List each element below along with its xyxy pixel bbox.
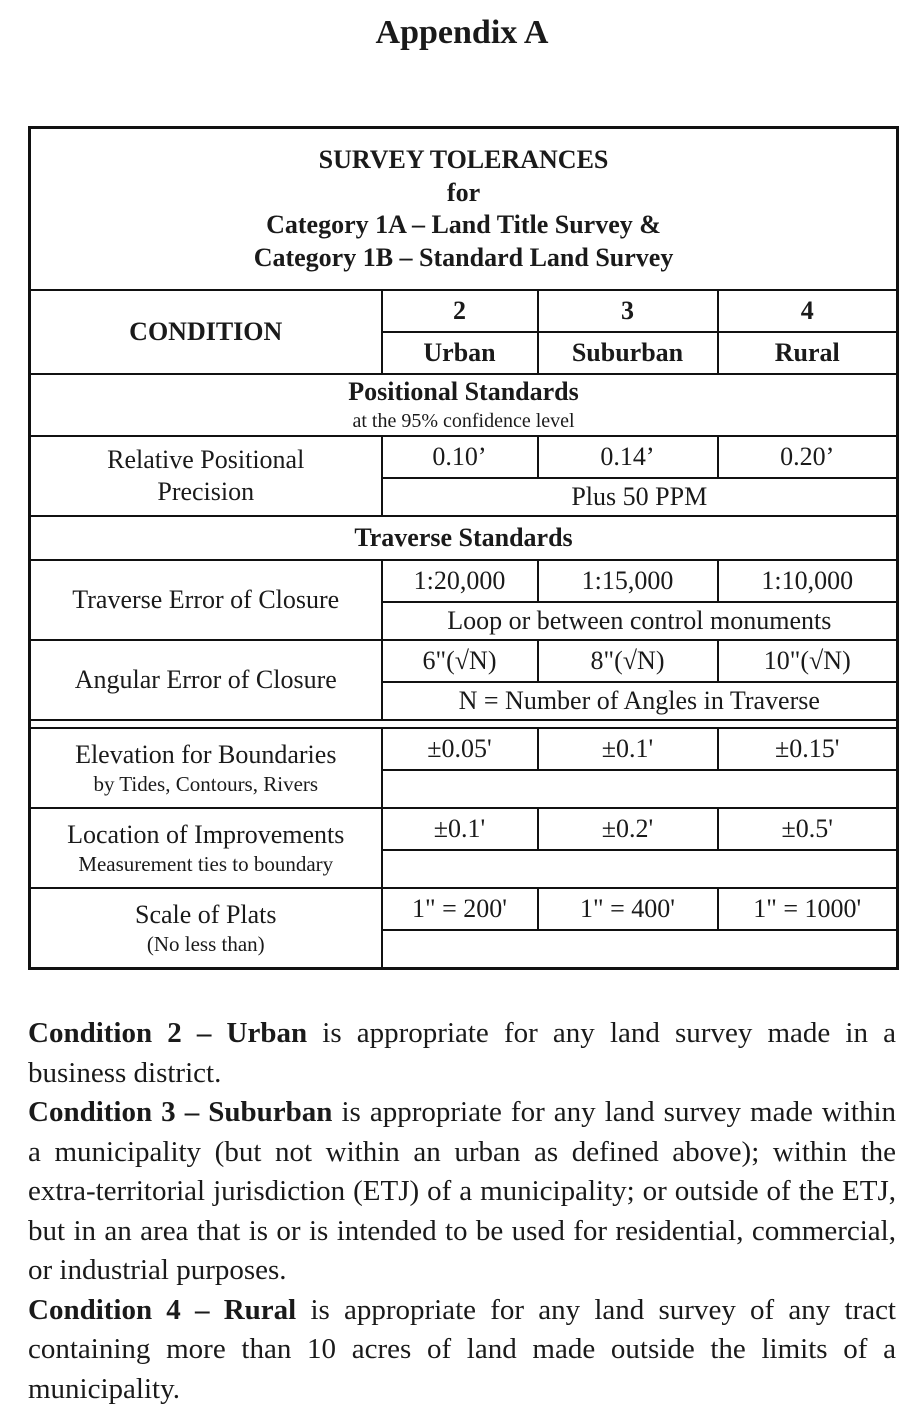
condition-4-paragraph (28, 1291, 896, 1410)
angular-closure-note: N = Number of Angles in Traverse (382, 682, 898, 720)
section-divider (30, 720, 898, 728)
condition-2-text: is appropriate for any land survey made in a business district. (28, 1017, 897, 1089)
condition-4-text: is appropriate for any land survey of any tract containing more than 10 acres of land made outside the limits of a municipality. (28, 1293, 896, 1405)
positional-standards-section (30, 374, 898, 436)
improvements-label-main: Location of Improvements (67, 819, 345, 849)
improvements-label-sub: Measurement ties to boundary (78, 852, 334, 877)
plats-rural: 1" = 1000' (718, 888, 898, 930)
elevation-urban: ±0.05' (382, 728, 538, 770)
title-line-4: Category 1B – Standard Land Survey (253, 242, 674, 272)
rpp-value-rural: 0.20’ (718, 436, 898, 478)
column-name-urban: Urban (382, 332, 538, 374)
plats-label-main: Scale of Plats (134, 899, 277, 929)
plats-suburban: 1" = 400' (538, 888, 718, 930)
condition-3-paragraph (28, 1093, 896, 1291)
column-number-rural: 4 (718, 290, 898, 332)
elevation-label (30, 728, 382, 808)
improvements-rural: ±0.5' (718, 808, 898, 850)
condition-header: CONDITION (30, 290, 382, 374)
condition-3-text: is appropriate for any land survey made within a municipality (but not within an urban as defined above); within the extra-territorial jurisdiction (ETJ) of a municipality; or outside of the ETJ, but in an area that is or is intended to be used for residential, commercial, or industrial purposes. (28, 1096, 896, 1286)
traverse-standards-title: Traverse Standards (30, 516, 898, 560)
condition-2-lead: Condition 2 – Urban (28, 1017, 308, 1049)
plats-label (30, 888, 382, 969)
title-line-2: for (446, 177, 481, 207)
rpp-value-urban: 0.10’ (382, 436, 538, 478)
traverse-closure-suburban: 1:15,000 (538, 560, 718, 602)
title-line-1: SURVEY TOLERANCES (318, 145, 609, 174)
traverse-closure-note: Loop or between control monuments (382, 602, 898, 640)
angular-closure-urban: 6"(√N) (382, 640, 538, 682)
condition-4-lead: Condition 4 – Rural (28, 1293, 297, 1326)
plats-blank (382, 930, 898, 969)
improvements-suburban: ±0.2' (538, 808, 718, 850)
plats-urban: 1" = 200' (382, 888, 538, 930)
traverse-closure-urban: 1:20,000 (382, 560, 538, 602)
positional-standards-subtitle: at the 95% confidence level (352, 409, 575, 432)
appendix-heading: Appendix A (375, 14, 549, 51)
condition-2-paragraph (28, 1014, 896, 1093)
rpp-value-suburban: 0.14’ (538, 436, 718, 478)
relative-positional-precision-label (30, 436, 382, 516)
column-number-suburban: 3 (538, 290, 718, 332)
survey-tolerances-table (28, 126, 899, 970)
positional-standards-title: Positional Standards (348, 377, 579, 407)
elevation-label-main: Elevation for Boundaries (75, 739, 337, 769)
elevation-suburban: ±0.1' (538, 728, 718, 770)
condition-3-lead: Condition 3 – Suburban (28, 1096, 333, 1128)
elevation-rural: ±0.15' (718, 728, 898, 770)
rpp-label-line-2: Precision (157, 477, 255, 506)
column-number-urban: 2 (382, 290, 538, 332)
improvements-blank (382, 850, 898, 888)
column-name-rural: Rural (718, 332, 898, 374)
improvements-label (30, 808, 382, 888)
angular-closure-label: Angular Error of Closure (30, 640, 382, 720)
plats-label-sub: (No less than) (146, 932, 265, 957)
rpp-note: Plus 50 PPM (382, 478, 898, 516)
elevation-label-sub: by Tides, Contours, Rivers (93, 772, 319, 797)
rpp-label-line-1: Relative Positional (107, 444, 305, 474)
table-title (30, 128, 898, 291)
elevation-blank (382, 770, 898, 808)
traverse-closure-rural: 1:10,000 (718, 560, 898, 602)
divider-cell (30, 720, 898, 728)
condition-definitions (28, 1014, 896, 1409)
improvements-urban: ±0.1' (382, 808, 538, 850)
title-line-3: Category 1A – Land Title Survey & (266, 210, 661, 239)
angular-closure-rural: 10"(√N) (718, 640, 898, 682)
angular-closure-suburban: 8"(√N) (538, 640, 718, 682)
column-name-suburban: Suburban (538, 332, 718, 374)
traverse-closure-label: Traverse Error of Closure (30, 560, 382, 640)
